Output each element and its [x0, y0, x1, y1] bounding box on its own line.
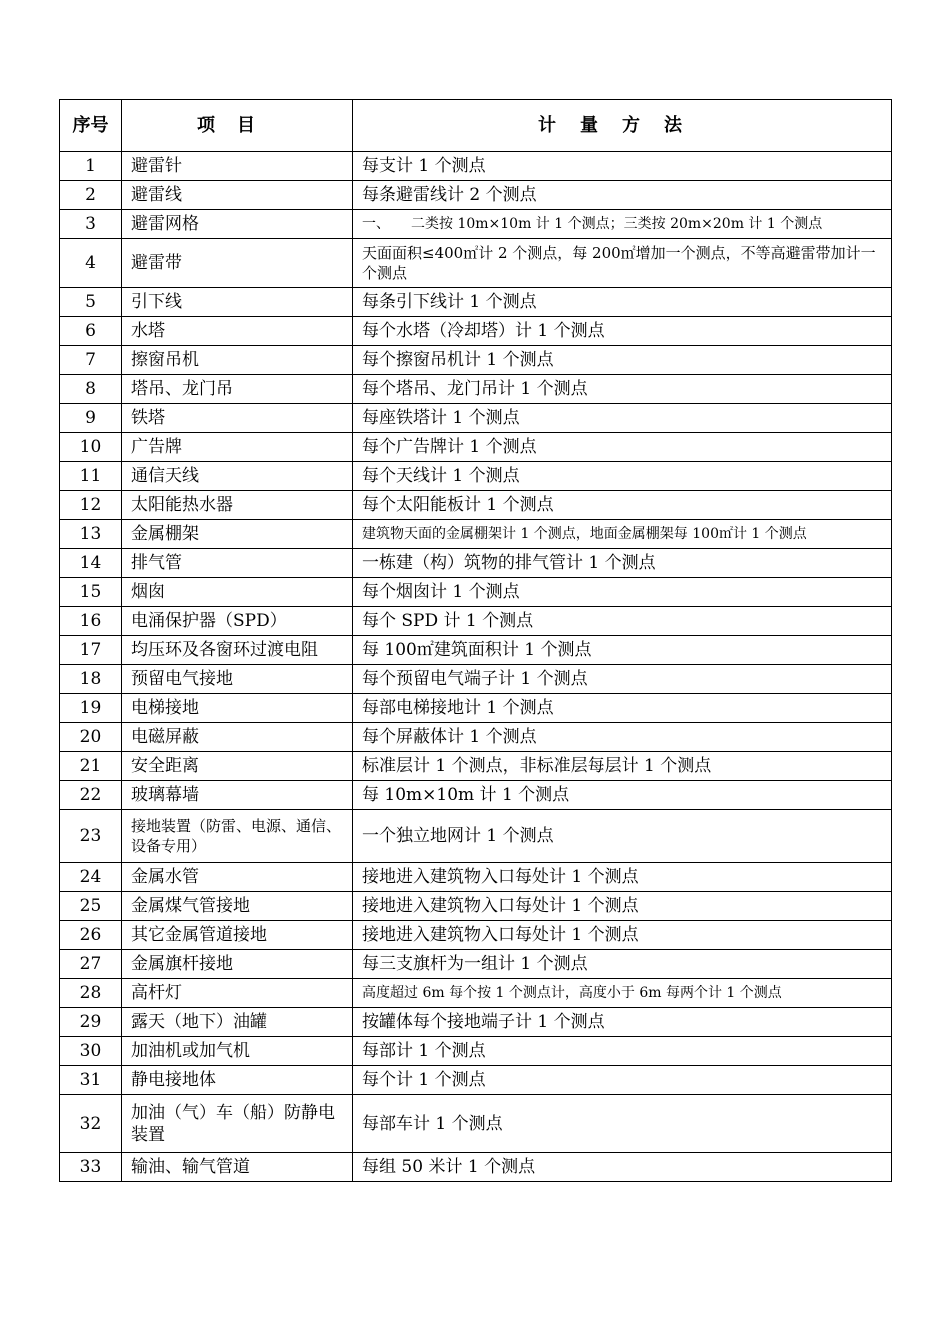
table-row [60, 549, 892, 578]
row-method: 一栋建（构）筑物的排气管计 1 个测点 [353, 549, 892, 578]
row-method: 每条避雷线计 2 个测点 [353, 181, 892, 210]
table-header-row [60, 100, 892, 152]
table-row [60, 346, 892, 375]
row-item: 输油、输气管道 [122, 1153, 353, 1182]
row-method: 每部计 1 个测点 [353, 1037, 892, 1066]
table-row [60, 781, 892, 810]
table-row [60, 520, 892, 549]
row-method: 每个计 1 个测点 [353, 1066, 892, 1095]
table-row [60, 723, 892, 752]
table-row [60, 863, 892, 892]
row-number: 21 [60, 752, 122, 781]
row-number: 16 [60, 607, 122, 636]
row-item: 避雷带 [122, 239, 353, 288]
row-method: 每个太阳能板计 1 个测点 [353, 491, 892, 520]
row-method: 每个预留电气端子计 1 个测点 [353, 665, 892, 694]
row-item: 金属水管 [122, 863, 353, 892]
row-number: 32 [60, 1095, 122, 1153]
row-method: 一、 二类按 10m×10m 计 1 个测点；三类按 20m×20m 计 1 个测点 [353, 210, 892, 239]
row-number: 5 [60, 288, 122, 317]
row-item: 金属煤气管接地 [122, 892, 353, 921]
row-item: 避雷网格 [122, 210, 353, 239]
row-number: 27 [60, 950, 122, 979]
row-item: 引下线 [122, 288, 353, 317]
row-method: 标准层计 1 个测点，非标准层每层计 1 个测点 [353, 752, 892, 781]
row-item: 金属旗杆接地 [122, 950, 353, 979]
table-row [60, 1008, 892, 1037]
table-row [60, 404, 892, 433]
row-method: 每部车计 1 个测点 [353, 1095, 892, 1153]
table-row [60, 752, 892, 781]
row-number: 4 [60, 239, 122, 288]
table-row [60, 462, 892, 491]
row-item: 水塔 [122, 317, 353, 346]
row-item: 高杆灯 [122, 979, 353, 1008]
table-row [60, 317, 892, 346]
row-method: 每个塔吊、龙门吊计 1 个测点 [353, 375, 892, 404]
row-number: 17 [60, 636, 122, 665]
row-method: 按罐体每个接地端子计 1 个测点 [353, 1008, 892, 1037]
table-row [60, 181, 892, 210]
row-method: 每个烟囱计 1 个测点 [353, 578, 892, 607]
row-method: 接地进入建筑物入口每处计 1 个测点 [353, 863, 892, 892]
table-row [60, 950, 892, 979]
row-method: 高度超过 6m 每个按 1 个测点计，高度小于 6m 每两个计 1 个测点 [353, 979, 892, 1008]
row-number: 23 [60, 810, 122, 863]
table-row [60, 1153, 892, 1182]
row-item: 避雷线 [122, 181, 353, 210]
row-number: 31 [60, 1066, 122, 1095]
row-method: 建筑物天面的金属棚架计 1 个测点，地面金属棚架每 100㎡计 1 个测点 [353, 520, 892, 549]
row-method: 每个广告牌计 1 个测点 [353, 433, 892, 462]
row-item: 静电接地体 [122, 1066, 353, 1095]
row-number: 25 [60, 892, 122, 921]
row-item: 金属棚架 [122, 520, 353, 549]
measurement-table [59, 99, 892, 1182]
row-item: 接地装置（防雷、电源、通信、设备专用） [122, 810, 353, 863]
table-row [60, 694, 892, 723]
row-item: 通信天线 [122, 462, 353, 491]
row-number: 14 [60, 549, 122, 578]
row-method: 每 10m×10m 计 1 个测点 [353, 781, 892, 810]
table-row [60, 375, 892, 404]
table-row [60, 1066, 892, 1095]
row-method: 每组 50 米计 1 个测点 [353, 1153, 892, 1182]
table-row [60, 810, 892, 863]
table-row [60, 152, 892, 181]
table-row [60, 1095, 892, 1153]
row-item: 露天（地下）油罐 [122, 1008, 353, 1037]
table-row [60, 892, 892, 921]
row-method: 每三支旗杆为一组计 1 个测点 [353, 950, 892, 979]
table-row [60, 636, 892, 665]
row-item: 擦窗吊机 [122, 346, 353, 375]
row-item: 铁塔 [122, 404, 353, 433]
row-method: 每个 SPD 计 1 个测点 [353, 607, 892, 636]
row-number: 12 [60, 491, 122, 520]
row-item: 其它金属管道接地 [122, 921, 353, 950]
table-row [60, 578, 892, 607]
row-number: 1 [60, 152, 122, 181]
row-item: 排气管 [122, 549, 353, 578]
row-number: 15 [60, 578, 122, 607]
row-item: 广告牌 [122, 433, 353, 462]
row-method: 接地进入建筑物入口每处计 1 个测点 [353, 921, 892, 950]
row-item: 加油机或加气机 [122, 1037, 353, 1066]
row-item: 加油（气）车（船）防静电装置 [122, 1095, 353, 1153]
row-item: 太阳能热水器 [122, 491, 353, 520]
row-number: 9 [60, 404, 122, 433]
row-method: 每部电梯接地计 1 个测点 [353, 694, 892, 723]
row-number: 22 [60, 781, 122, 810]
header-no: 序号 [60, 100, 122, 152]
table-row [60, 665, 892, 694]
row-number: 29 [60, 1008, 122, 1037]
header-item: 项目 [122, 100, 353, 152]
row-item: 避雷针 [122, 152, 353, 181]
row-number: 3 [60, 210, 122, 239]
header-method: 计量方法 [353, 100, 892, 152]
row-number: 7 [60, 346, 122, 375]
table-row [60, 433, 892, 462]
row-method: 每 100㎡建筑面积计 1 个测点 [353, 636, 892, 665]
table-row [60, 921, 892, 950]
row-number: 19 [60, 694, 122, 723]
row-number: 20 [60, 723, 122, 752]
row-method: 每个擦窗吊机计 1 个测点 [353, 346, 892, 375]
row-method: 一个独立地网计 1 个测点 [353, 810, 892, 863]
row-item: 电磁屏蔽 [122, 723, 353, 752]
row-method: 每座铁塔计 1 个测点 [353, 404, 892, 433]
table-row [60, 288, 892, 317]
row-number: 10 [60, 433, 122, 462]
row-item: 玻璃幕墙 [122, 781, 353, 810]
row-number: 30 [60, 1037, 122, 1066]
row-item: 安全距离 [122, 752, 353, 781]
row-item: 电涌保护器（SPD） [122, 607, 353, 636]
table-row [60, 1037, 892, 1066]
row-number: 6 [60, 317, 122, 346]
row-number: 26 [60, 921, 122, 950]
table-row [60, 607, 892, 636]
table-row [60, 491, 892, 520]
row-number: 13 [60, 520, 122, 549]
row-number: 8 [60, 375, 122, 404]
table-row [60, 210, 892, 239]
table-row [60, 979, 892, 1008]
row-method: 接地进入建筑物入口每处计 1 个测点 [353, 892, 892, 921]
row-item: 均压环及各窗环过渡电阻 [122, 636, 353, 665]
row-number: 11 [60, 462, 122, 491]
row-item: 烟囱 [122, 578, 353, 607]
row-number: 33 [60, 1153, 122, 1182]
row-number: 24 [60, 863, 122, 892]
table-row [60, 239, 892, 288]
row-number: 28 [60, 979, 122, 1008]
row-item: 电梯接地 [122, 694, 353, 723]
row-method: 每条引下线计 1 个测点 [353, 288, 892, 317]
row-number: 18 [60, 665, 122, 694]
row-item: 塔吊、龙门吊 [122, 375, 353, 404]
row-method: 每个水塔（冷却塔）计 1 个测点 [353, 317, 892, 346]
row-method: 每个屏蔽体计 1 个测点 [353, 723, 892, 752]
row-method: 天面面积≤400㎡计 2 个测点，每 200㎡增加一个测点，不等高避雷带加计一个测点 [353, 239, 892, 288]
row-item: 预留电气接地 [122, 665, 353, 694]
row-number: 2 [60, 181, 122, 210]
row-method: 每支计 1 个测点 [353, 152, 892, 181]
row-method: 每个天线计 1 个测点 [353, 462, 892, 491]
